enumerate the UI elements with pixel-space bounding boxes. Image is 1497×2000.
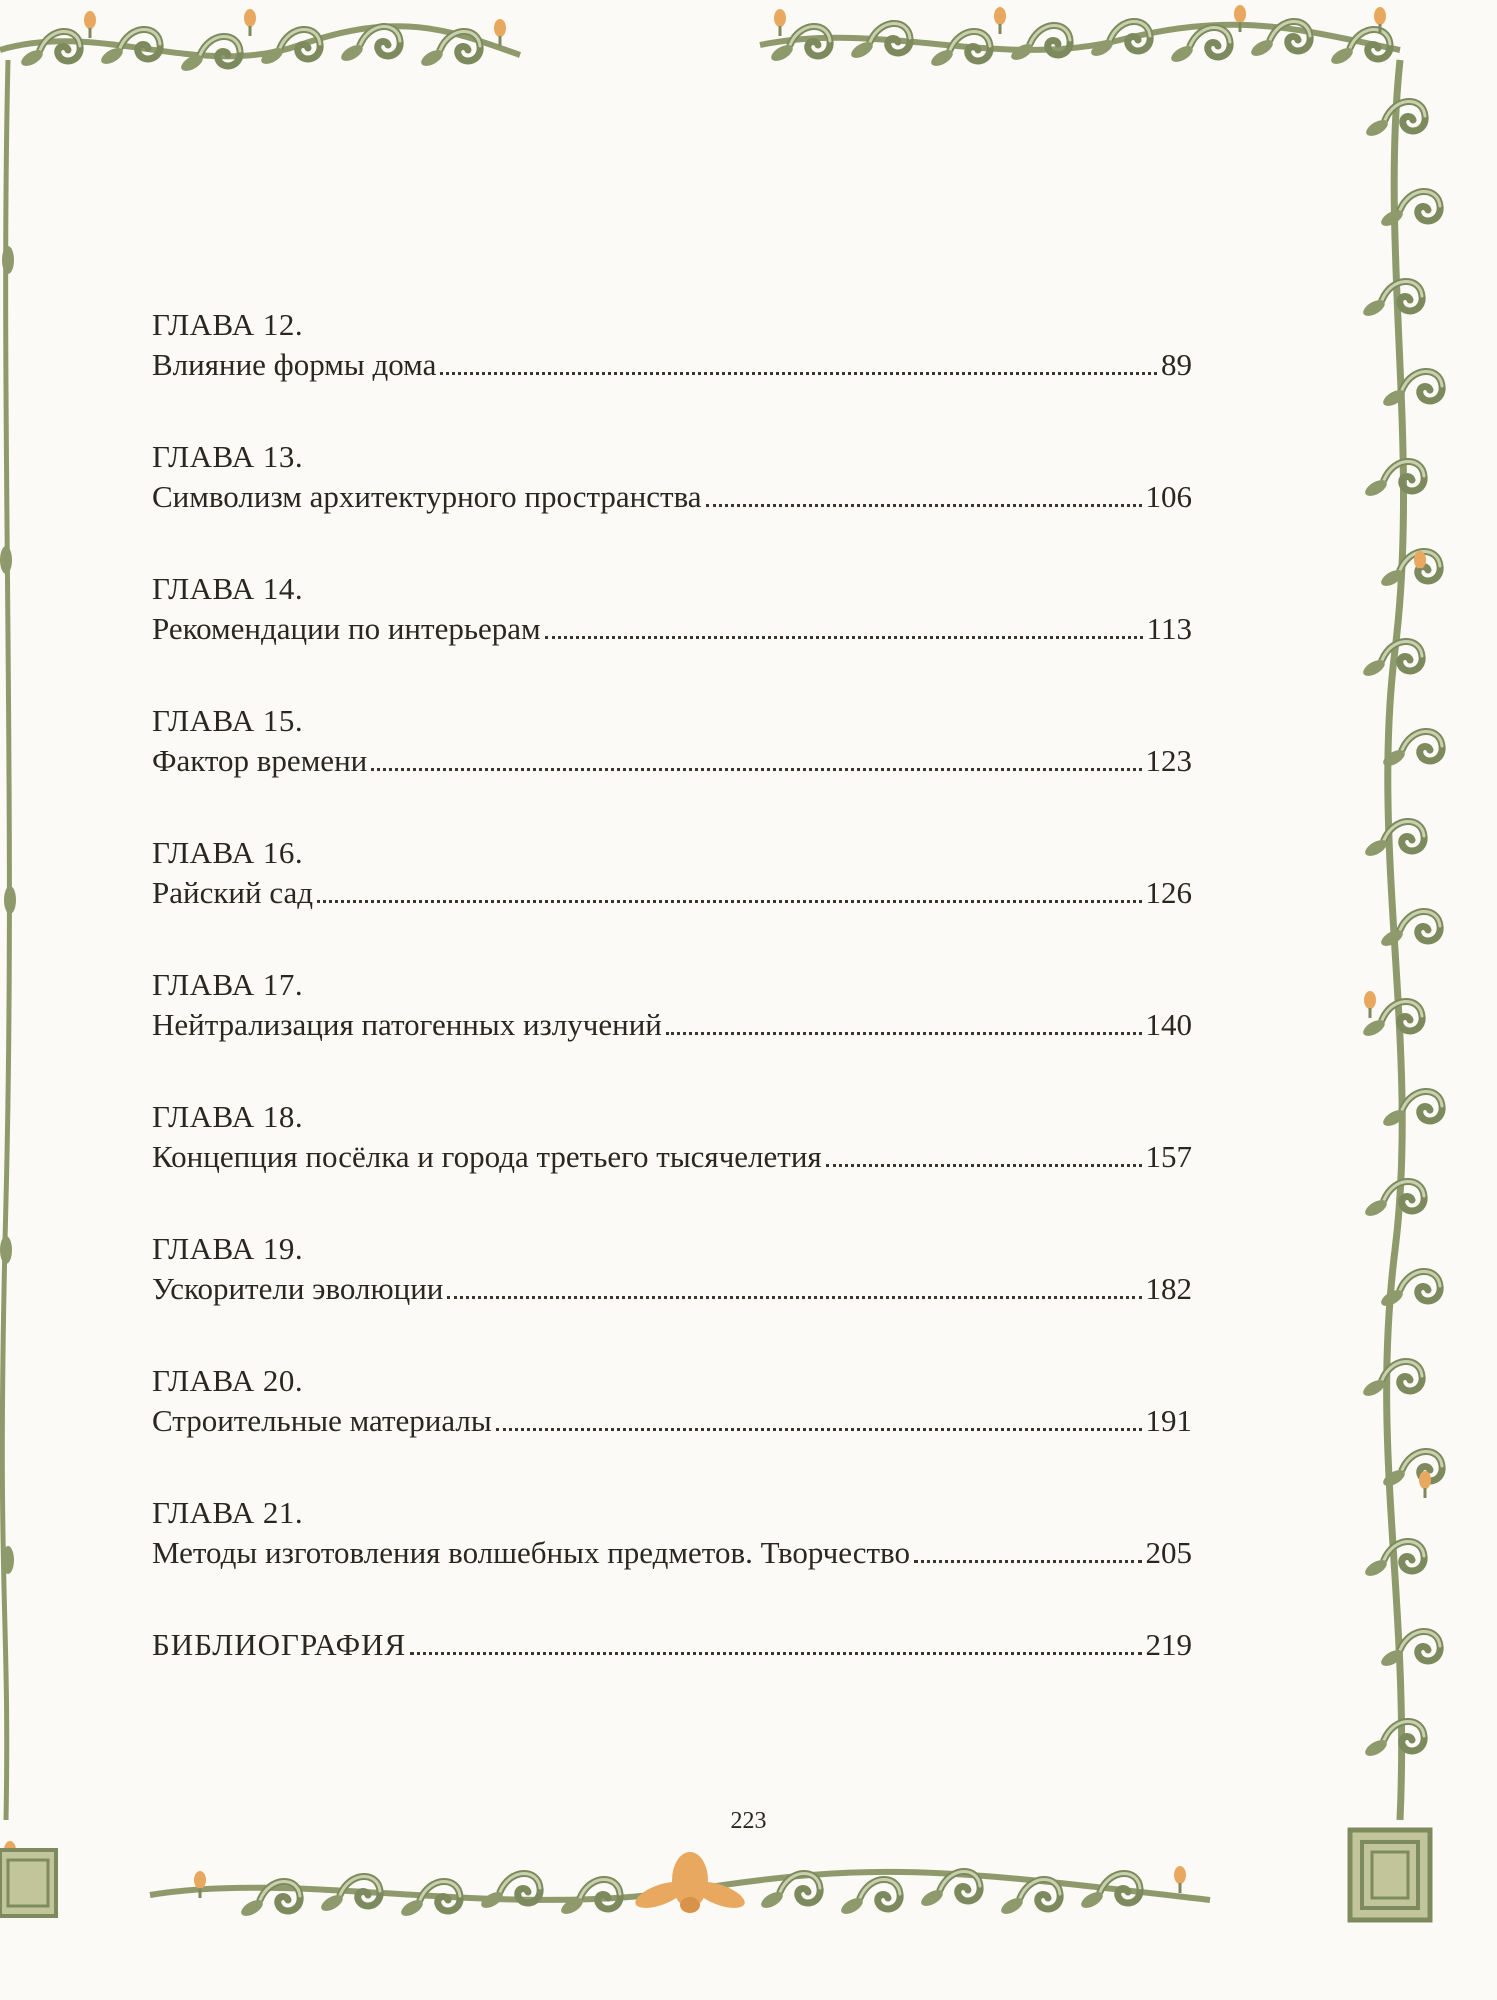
dot-leader <box>410 1651 1141 1655</box>
chapter-label: ГЛАВА 18. <box>152 1099 304 1134</box>
bottom-left-square-ornament <box>0 1850 56 1916</box>
chapter-page-number: 113 <box>1146 611 1192 646</box>
chapter-label: ГЛАВА 20. <box>152 1363 304 1398</box>
toc-entry <box>152 1229 1192 1309</box>
dot-leader <box>914 1559 1142 1563</box>
toc-line <box>152 609 1192 649</box>
chapter-title: Райский сад <box>152 875 314 910</box>
toc-entry-bibliography <box>152 1625 1192 1665</box>
toc-entry <box>152 437 1192 517</box>
chapter-page-number: 106 <box>1145 479 1192 514</box>
toc-line <box>152 1401 1192 1441</box>
chapter-title: Нейтрализация патогенных излучений <box>152 1007 662 1042</box>
chapter-label: ГЛАВА 17. <box>152 967 304 1002</box>
dot-leader <box>545 635 1143 639</box>
chapter-label: ГЛАВА 16. <box>152 835 304 870</box>
toc-entry <box>152 833 1192 913</box>
dot-leader <box>706 503 1142 507</box>
toc-line <box>152 1137 1192 1177</box>
chapter-label: ГЛАВА 19. <box>152 1231 304 1266</box>
chapter-title: Фактор времени <box>152 743 368 778</box>
page-number: 223 <box>730 1808 767 1834</box>
chapter-label: ГЛАВА 21. <box>152 1495 304 1530</box>
chapter-page-number: 123 <box>1145 743 1192 778</box>
bottom-vine <box>150 1852 1210 1919</box>
chapter-page-number: 140 <box>1145 1007 1192 1042</box>
chapter-title: Методы изготовления волшебных предметов. Творчество <box>152 1535 910 1570</box>
toc-entry <box>152 569 1192 649</box>
dot-leader <box>666 1031 1142 1035</box>
chapter-page-number: 205 <box>1145 1535 1192 1570</box>
dot-leader <box>447 1295 1141 1299</box>
dot-leader <box>826 1163 1142 1167</box>
dot-leader <box>496 1427 1142 1431</box>
table-of-contents <box>152 305 1192 1717</box>
toc-entry <box>152 965 1192 1045</box>
toc-line <box>152 1005 1192 1045</box>
toc-line <box>152 1533 1192 1573</box>
dot-leader <box>371 767 1141 771</box>
dot-leader <box>440 371 1157 375</box>
chapter-page-number: 126 <box>1145 875 1192 910</box>
chapter-page-number: 191 <box>1145 1403 1192 1438</box>
chapter-title: Символизм архитектурного пространства <box>152 479 702 514</box>
toc-entry <box>152 305 1192 385</box>
chapter-title: Ускорители эволюции <box>152 1271 444 1306</box>
chapter-page-number: 89 <box>1161 347 1192 382</box>
chapter-title: Концепция посёлка и города третьего тысячелетия <box>152 1139 822 1174</box>
toc-entry <box>152 1361 1192 1441</box>
left-vine <box>0 60 16 1868</box>
toc-line <box>152 477 1192 517</box>
toc-entry <box>152 1097 1192 1177</box>
toc-line <box>152 873 1192 913</box>
bibliography-page-number: 219 <box>1145 1627 1192 1662</box>
chapter-page-number: 182 <box>1145 1271 1192 1306</box>
chapter-label: ГЛАВА 14. <box>152 571 304 606</box>
chapter-title: Влияние формы дома <box>152 347 437 382</box>
toc-line <box>152 1269 1192 1309</box>
chapter-label: ГЛАВА 13. <box>152 439 304 474</box>
toc-entry <box>152 1493 1192 1573</box>
chapter-label: ГЛАВА 15. <box>152 703 304 738</box>
toc-line <box>152 1625 1192 1665</box>
bibliography-title: БИБЛИОГРАФИЯ <box>152 1627 407 1662</box>
bottom-right-square-ornament <box>1350 1830 1430 1920</box>
chapter-title: Рекомендации по интерьерам <box>152 611 541 646</box>
dot-leader <box>317 899 1141 903</box>
right-vine <box>1361 60 1443 1820</box>
chapter-page-number: 157 <box>1145 1139 1192 1174</box>
toc-line <box>152 345 1192 385</box>
chapter-title: Строительные материалы <box>152 1403 492 1438</box>
top-left-vine <box>0 9 520 74</box>
toc-line <box>152 741 1192 781</box>
toc-entry <box>152 701 1192 781</box>
top-right-vine <box>760 5 1400 69</box>
chapter-label: ГЛАВА 12. <box>152 307 304 342</box>
